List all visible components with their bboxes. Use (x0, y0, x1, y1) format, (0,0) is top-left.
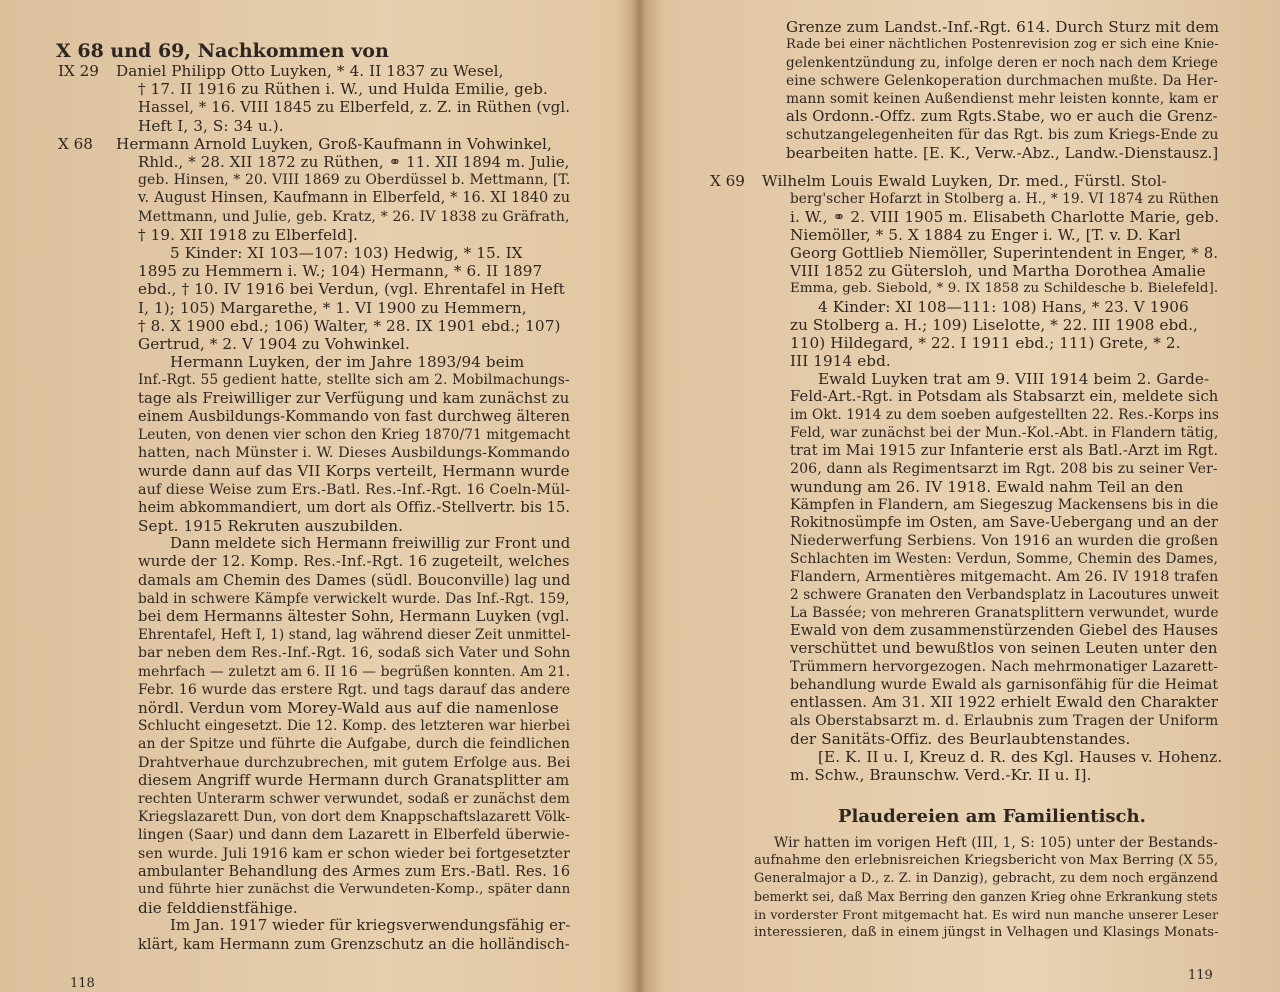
body-text-line: diesem Angriff wurde Hermann durch Granatsplitter am (138, 771, 570, 789)
body-text-line: als Ordonn.-Offz. zum Rgts.Stabe, wo er auch die Grenz- (786, 108, 1218, 125)
body-text-line: in vorderster Front mitgemacht hat. Es wird nun manche unserer Leser (754, 907, 1219, 922)
body-text-line: bemerkt sei, daß Max Berring den ganzen Krieg ohne Erkrankung stets (754, 889, 1218, 904)
right-page (646, 0, 1280, 992)
entry-label: IX 29 (58, 62, 99, 80)
body-text-line: klärt, kam Hermann zum Grenzschutz an die holländisch- (138, 935, 570, 953)
body-text-line: auf diese Weise zum Ers.-Batl. Res.-Inf.-Rgt. 16 Coeln-Mül- (138, 481, 570, 498)
body-text-line: Dann meldete sich Hermann freiwillig zur Front und (170, 535, 571, 553)
body-text-line: rechten Unterarm schwer verwundet, sodaß er zunächst dem (138, 791, 570, 807)
body-text-line: bar neben dem Res.-Inf.-Rgt. 16, sodaß sich Vater und Sohn (138, 645, 571, 662)
entry-line: Rhld., * 28. XII 1872 zu Rüthen, ⚭ 11. XII 1894 m. Julie, (138, 153, 570, 171)
body-text-line: Flandern, Armentières mitgemacht. Am 26. IV 1918 trafen (790, 569, 1219, 585)
body-text-line: III 1914 ebd. (790, 352, 891, 370)
entry-line: v. August Hinsen, Kaufmann in Elberfeld, * 16. XI 1840 zu (138, 190, 571, 207)
left-page (0, 0, 632, 992)
body-text-line: Schlucht eingesetzt. Die 12. Komp. des letzteren war hierbei (138, 718, 571, 735)
section-heading: Plaudereien am Familientisch. (838, 806, 1146, 827)
entry-line: Heft I, 3, S: 34 u.). (138, 116, 284, 135)
body-text-line: und führte hier zunächst die Verwundeten-Komp., später dann (138, 882, 571, 897)
body-text-line: Schlachten im Westen: Verdun, Somme, Chemin des Dames, (790, 551, 1219, 567)
body-text-line: 4 Kinder: XI 108—111: 108) Hans, * 23. V 1906 (818, 298, 1189, 316)
body-text-line: interessieren, daß in einem jüngst in Velhagen und Klasings Monats- (754, 925, 1219, 940)
body-text-line: Ewald von dem zusammenstürzenden Giebel des Hauses (790, 622, 1219, 639)
body-text-line: Rokitnosümpfe im Osten, am Save-Uebergang und an der (790, 515, 1218, 531)
body-text-line: Kämpfen in Flandern, am Siegeszug Mackensens bis in die (790, 497, 1219, 513)
body-text-line: wurde der 12. Komp. Res.-Inf.-Rgt. 16 zugeteilt, welches (138, 553, 570, 571)
body-text-line: Feld-Art.-Rgt. in Potsdam als Stabsarzt ein, meldete sich (790, 388, 1219, 405)
body-text-line: heim abkommandiert, um dort als Offiz.-Stellvertr. bis 15. (138, 499, 571, 516)
body-text-line: verschüttet und bewußtlos von seinen Leuten unter den (790, 640, 1218, 657)
body-text-line: im Okt. 1914 zu dem soeben aufgestellten 22. Res.-Korps ins (790, 407, 1220, 423)
body-text-line: La Bassée; von mehreren Granatsplittern verwundet, wurde (790, 605, 1219, 621)
body-text-line: bearbeiten hatte. [E. K., Verw.-Abz., Landw.-Dienstausz.] (786, 144, 1219, 162)
entry-label: X 68 (58, 134, 93, 153)
body-text-line: damals am Chemin des Dames (südl. Bouconville) lag und (138, 572, 571, 589)
body-text-line: ebd., † 10. IV 1916 bei Verdun, (vgl. Ehrentafel in Heft (138, 280, 565, 299)
body-text-line: nördl. Verdun vom Morey-Wald aus auf die namenlose (138, 699, 559, 717)
body-text-line: wundung am 26. IV 1918. Ewald nahm Teil an den (790, 478, 1184, 496)
body-text-line: Feld, war zunächst bei der Mun.-Kol.-Abt. in Flandern tätig, (790, 425, 1219, 441)
body-text-line: Im Jan. 1917 wieder für kriegsverwendungsfähig er- (170, 917, 571, 935)
body-text-line: Rade bei einer nächtlichen Postenrevision zog er sich eine Knie- (786, 37, 1219, 52)
entry-line: † 19. XII 1918 zu Elberfeld]. (138, 225, 358, 244)
body-text-line: bei dem Hermanns ältester Sohn, Hermann Luyken (vgl. (138, 608, 570, 625)
body-text-line: aufnahme den erlebnisreichen Kriegsbericht von Max Berring (X 55, (754, 853, 1219, 868)
body-text-line: Ehrentafel, Heft I, 1) stand, lag während dieser Zeit unmittel- (138, 627, 571, 644)
entry-line: Emma, geb. Siebold, * 9. IX 1858 zu Schildesche b. Bielefeld]. (790, 281, 1219, 296)
body-text-line: Grenze zum Landst.-Inf.-Rgt. 614. Durch Sturz mit dem (786, 18, 1220, 36)
body-text-line: [E. K. II u. I, Kreuz d. R. des Kgl. Hauses v. Hohenz. (818, 748, 1223, 766)
body-text-line: m. Schw., Braunschw. Verd.-Kr. II u. I]. (790, 766, 1092, 784)
body-text-line: mann somit keinen Außendienst mehr leisten konnte, kam er (786, 91, 1219, 107)
body-text-line: zu Stolberg a. H.; 109) Liselotte, * 22. III 1908 ebd., (790, 316, 1198, 334)
body-text-line: sen wurde. Juli 1916 kam er schon wieder bei fortgesetzter (138, 845, 570, 862)
body-text-line: Ewald Luyken trat am 9. VIII 1914 beim 2. Garde- (818, 370, 1210, 388)
body-text-line: mehrfach — zuletzt am 6. II 16 — begrüßen konnten. Am 21. (138, 663, 571, 680)
body-text-line: 110) Hildegard, * 22. I 1911 ebd.; 111) Grete, * 2. (790, 334, 1181, 352)
entry-line: geb. Hinsen, * 20. VIII 1869 zu Oberdüssel b. Mettmann, [T. (138, 172, 571, 189)
section-heading: X 68 und 69, Nachkommen von (56, 40, 389, 62)
entry-line: berg'scher Hofarzt in Stolberg a. H., * 19. VI 1874 zu Rüthen (790, 191, 1219, 207)
body-text-line: als Oberstabsarzt m. d. Erlaubnis zum Tragen der Uniform (790, 713, 1219, 729)
body-text-line: Generalmajor a D., z. Z. in Danzig), gebracht, zu dem noch ergänzend (754, 871, 1219, 886)
body-text-line: entlassen. Am 31. XII 1922 erhielt Ewald den Charakter (790, 694, 1219, 711)
body-text-line: Hermann Luyken, der im Jahre 1893/94 beim (170, 353, 525, 372)
body-text-line: eine schwere Gelenkoperation durchmachen mußte. Da Her- (786, 73, 1219, 89)
entry-line: VIII 1852 zu Gütersloh, und Martha Dorothea Amalie (790, 262, 1206, 280)
entry-name-line: Wilhelm Louis Ewald Luyken, Dr. med., Fürstl. Stol- (762, 172, 1167, 190)
body-text-line: 206, dann als Regimentsarzt im Rgt. 208 bis zu seiner Ver- (790, 461, 1218, 477)
body-text-line: Wir hatten im vorigen Heft (III, 1, S: 105) unter der Bestands- (774, 835, 1218, 851)
page-number: 118 (70, 976, 95, 991)
body-text-line: lingen (Saar) und dann dem Lazarett in Elberfeld überwie- (138, 827, 570, 844)
entry-label: X 69 (710, 172, 745, 190)
entry-line: i. W., ⚭ 2. VIII 1905 m. Elisabeth Charlotte Marie, geb. (790, 208, 1220, 226)
entry-line: Georg Gottlieb Niemöller, Superintendent in Enger, * 8. (790, 244, 1219, 262)
body-text-line: Leuten, von denen vier schon den Krieg 1870/71 mitgemacht (138, 427, 571, 443)
body-text-line: 2 schwere Granaten den Verbandsplatz in Lacoutures unweit (790, 587, 1219, 603)
body-text-line: trat im Mai 1915 zur Infanterie erst als Batl.-Arzt im Rgt. (790, 443, 1219, 459)
body-text-line: Sept. 1915 Rekruten auszubilden. (138, 517, 404, 535)
body-text-line: der Sanitäts-Offiz. des Beurlaubtenstandes. (790, 730, 1131, 748)
body-text-line: 5 Kinder: XI 103—107: 103) Hedwig, * 15. IX (170, 244, 523, 262)
body-text-line: Drahtverhaue durchzubrechen, mit gutem Erfolge aus. Bei (138, 754, 571, 771)
body-text-line: Febr. 16 wurde das erstere Rgt. und tags darauf das andere (138, 681, 571, 698)
body-text-line: die felddienstfähige. (138, 899, 298, 918)
body-text-line: I, 1); 105) Margarethe, * 1. VI 1900 zu Hemmern, (138, 298, 527, 317)
body-text-line: Niederwerfung Serbiens. Von 1916 an wurden die großen (790, 533, 1219, 549)
entry-name-line: Hermann Arnold Luyken, Groß-Kaufmann in Vohwinkel, (116, 134, 552, 153)
body-text-line: an der Spitze und führte die Aufgabe, durch die feindlichen (138, 736, 571, 753)
body-text-line: behandlung wurde Ewald als garnisonfähig für die Heimat (790, 677, 1219, 693)
entry-line: Niemöller, * 5. X 1884 zu Enger i. W., [T. v. D. Karl (790, 226, 1181, 244)
entry-line: † 17. II 1916 zu Rüthen i. W., und Hulda Emilie, geb. (138, 80, 548, 99)
body-text-line: bald in schwere Kämpfe verwickelt wurde. Das Inf.-Rgt. 159, (138, 590, 570, 607)
body-text-line: ambulanter Behandlung des Armes zum Ers.-Batl. Res. 16 (138, 863, 571, 880)
body-text-line: wurde dann auf das VII Korps verteilt, Hermann wurde (138, 462, 570, 481)
entry-line: Mettmann, und Julie, geb. Kratz, * 26. IV 1838 zu Gräfrath, (138, 208, 570, 225)
page-number: 119 (1188, 968, 1213, 983)
body-text-line: einem Ausbildungs-Kommando von fast durchweg älteren (138, 407, 570, 425)
entry-line: Hassel, * 16. VIII 1845 zu Elberfeld, z. Z. in Rüthen (vgl. (138, 98, 571, 117)
body-text-line: Gertrud, * 2. V 1904 zu Vohwinkel. (138, 335, 410, 353)
body-text-line: Inf.-Rgt. 55 gedient hatte, stellte sich am 2. Mobilmachungs- (138, 372, 570, 389)
book-gutter (632, 0, 646, 992)
entry-name-line: Daniel Philipp Otto Luyken, * 4. II 1837 zu Wesel, (116, 62, 504, 80)
body-text-line: schutzangelegenheiten für das Rgt. bis zum Kriegs-Ende zu (786, 127, 1219, 143)
body-text-line: tage als Freiwilliger zur Verfügung und kam zunächst zu (138, 389, 570, 407)
body-text-line: Kriegslazarett Dun, von dort dem Knappschaftslazarett Völk- (138, 809, 571, 826)
body-text-line: hatten, nach Münster i. W. Dieses Ausbildungs-Kommando (138, 445, 570, 462)
body-text-line: † 8. X 1900 ebd.; 106) Walter, * 28. IX 1901 ebd.; 107) (138, 316, 561, 335)
body-text-line: gelenkentzündung zu, infolge deren er noch nach dem Kriege (786, 55, 1219, 71)
body-text-line: 1895 zu Hemmern i. W.; 104) Hermann, * 6. II 1897 (138, 262, 543, 281)
body-text-line: Trümmern hervorgezogen. Nach mehrmonatiger Lazarett- (790, 659, 1219, 675)
